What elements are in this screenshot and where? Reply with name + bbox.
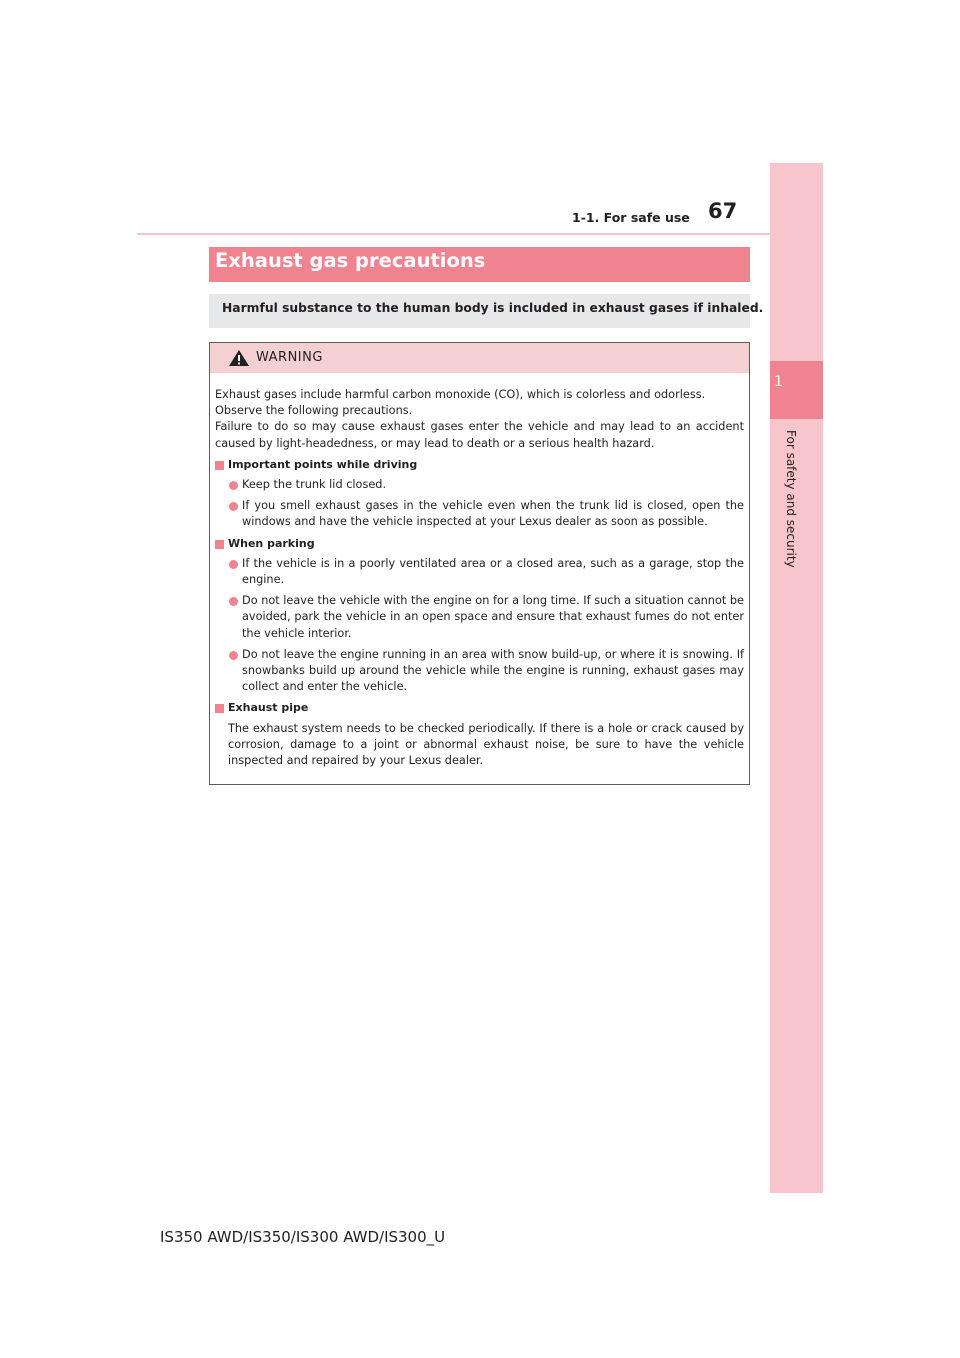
warning-intro (215, 387, 744, 452)
warning-header (210, 343, 749, 373)
chapter-title: For safety and security (784, 430, 798, 568)
bullet-dot-icon (229, 481, 238, 490)
section-label: 1-1. For safe use (572, 210, 690, 225)
bullet-dot-icon (229, 560, 238, 569)
square-bullet-icon (215, 540, 224, 549)
summary-box (209, 294, 764, 328)
intro-line: Failure to do so may cause exhaust gases enter the vehicle and may lead to an accident caused by light-headedness, or may lead to death or a serious health hazard. (215, 420, 744, 450)
warning-triangle-icon (228, 349, 250, 367)
subsection-heading: Exhaust pipe (215, 700, 744, 716)
exhaust-pipe-text: The exhaust system needs to be checked periodically. If there is a hole or crack caused by corrosion, damage to a joint or abnormal exhaust noise, be sure to have the vehicle inspected and repaired by your Lexus dealer. (228, 721, 744, 768)
list-item: Do not leave the engine running in an area with snow build-up, or where it is snowing. If snowbanks build up around the vehicle while the engine is running, exhaust gases may collect and enter the vehicle. (215, 647, 744, 696)
list-item: If the vehicle is in a poorly ventilated area or a closed area, such as a garage, stop the engine. (215, 556, 744, 588)
header-rule (137, 233, 823, 235)
model-footer: IS350 AWD/IS350/IS300 AWD/IS300_U (160, 1228, 446, 1246)
subsection-heading: Important points while driving (215, 457, 744, 473)
square-bullet-icon (215, 461, 224, 470)
square-bullet-icon (215, 704, 224, 713)
bullet-dot-icon (229, 502, 238, 511)
section-title: Exhaust gas precautions (215, 249, 486, 272)
chapter-number: 1 (774, 374, 783, 390)
subsection-heading: When parking (215, 536, 744, 552)
chapter-side-band (770, 163, 823, 1193)
warning-body (215, 387, 744, 769)
bullet-dot-icon (229, 651, 238, 660)
list-item: Keep the trunk lid closed. (215, 477, 744, 493)
warning-label: WARNING (256, 350, 323, 365)
chapter-tab (770, 361, 823, 419)
list-item: Do not leave the vehicle with the engine on for a long time. If such a situation cannot be avoided, park the vehicle in an open space and ensure that exhaust fumes do not enter the vehicle interior. (215, 593, 744, 642)
warning-box (209, 342, 750, 785)
intro-line: Exhaust gases include harmful carbon monoxide (CO), which is colorless and odorless. (215, 388, 706, 401)
intro-line: Observe the following precautions. (215, 404, 413, 418)
section-title-bar (209, 247, 750, 282)
summary-text: Harmful substance to the human body is included in exhaust gases if inhaled. (222, 301, 764, 315)
bullet-dot-icon (229, 597, 238, 606)
page-number: 67 (708, 199, 738, 223)
list-item: If you smell exhaust gases in the vehicle even when the trunk lid is closed, open the windows and have the vehicle inspected at your Lexus dealer as soon as possible. (215, 498, 744, 530)
